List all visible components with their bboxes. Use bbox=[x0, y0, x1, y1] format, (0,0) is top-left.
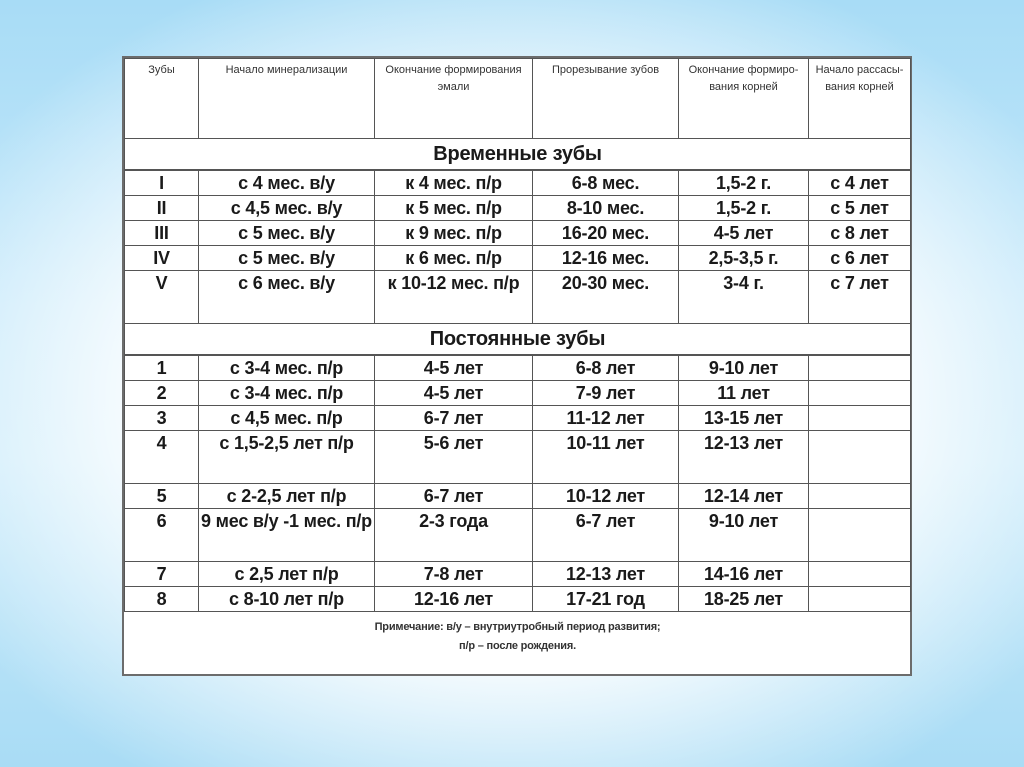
cell-root-formation: 3-4 г. bbox=[679, 271, 809, 324]
cell-tooth: 1 bbox=[125, 355, 199, 381]
table-row bbox=[125, 196, 911, 221]
cell-root-resorption bbox=[809, 509, 911, 562]
table-row bbox=[125, 271, 911, 324]
cell-tooth: 5 bbox=[125, 484, 199, 509]
note-line-2: п/р – после рождения. bbox=[459, 640, 576, 652]
cell-tooth: I bbox=[125, 170, 199, 196]
cell-enamel: к 9 мес. п/р bbox=[375, 221, 533, 246]
cell-root-resorption bbox=[809, 381, 911, 406]
table-row bbox=[125, 355, 911, 381]
cell-eruption: 12-13 лет bbox=[533, 562, 679, 587]
cell-root-formation: 9-10 лет bbox=[679, 509, 809, 562]
teeth-development-table-card bbox=[122, 56, 912, 676]
cell-enamel: 5-6 лет bbox=[375, 431, 533, 484]
cell-eruption: 16-20 мес. bbox=[533, 221, 679, 246]
cell-mineralization: с 5 мес. в/у bbox=[199, 246, 375, 271]
header-row bbox=[125, 59, 911, 139]
table-row bbox=[125, 221, 911, 246]
cell-enamel: 6-7 лет bbox=[375, 406, 533, 431]
cell-root-resorption bbox=[809, 587, 911, 612]
header-root-formation-end: Окончание формиро-вания корней bbox=[679, 59, 809, 139]
cell-eruption: 10-11 лет bbox=[533, 431, 679, 484]
cell-eruption: 6-7 лет bbox=[533, 509, 679, 562]
cell-root-formation: 12-13 лет bbox=[679, 431, 809, 484]
cell-root-resorption: с 8 лет bbox=[809, 221, 911, 246]
cell-mineralization: с 5 мес. в/у bbox=[199, 221, 375, 246]
cell-root-resorption bbox=[809, 406, 911, 431]
cell-tooth: II bbox=[125, 196, 199, 221]
cell-root-formation: 1,5-2 г. bbox=[679, 196, 809, 221]
table-row bbox=[125, 562, 911, 587]
cell-tooth: 4 bbox=[125, 431, 199, 484]
cell-mineralization: с 3-4 мес. п/р bbox=[199, 355, 375, 381]
cell-tooth: 6 bbox=[125, 509, 199, 562]
cell-eruption: 8-10 мес. bbox=[533, 196, 679, 221]
header-eruption: Прорезывание зубов bbox=[533, 59, 679, 139]
cell-eruption: 7-9 лет bbox=[533, 381, 679, 406]
cell-root-resorption: с 4 лет bbox=[809, 170, 911, 196]
cell-root-resorption bbox=[809, 484, 911, 509]
cell-enamel: 6-7 лет bbox=[375, 484, 533, 509]
teeth-development-table bbox=[124, 58, 911, 656]
cell-eruption: 6-8 мес. bbox=[533, 170, 679, 196]
cell-root-resorption: с 7 лет bbox=[809, 271, 911, 324]
cell-enamel: к 5 мес. п/р bbox=[375, 196, 533, 221]
table-row bbox=[125, 431, 911, 484]
cell-root-resorption: с 5 лет bbox=[809, 196, 911, 221]
cell-tooth: IV bbox=[125, 246, 199, 271]
cell-tooth: III bbox=[125, 221, 199, 246]
cell-mineralization: с 8-10 лет п/р bbox=[199, 587, 375, 612]
cell-enamel: 7-8 лет bbox=[375, 562, 533, 587]
cell-root-resorption: с 6 лет bbox=[809, 246, 911, 271]
table-row bbox=[125, 509, 911, 562]
cell-mineralization: с 4,5 мес. п/р bbox=[199, 406, 375, 431]
cell-root-resorption bbox=[809, 355, 911, 381]
cell-root-formation: 2,5-3,5 г. bbox=[679, 246, 809, 271]
cell-tooth: 7 bbox=[125, 562, 199, 587]
header-enamel-formation-end: Окончание формирования эмали bbox=[375, 59, 533, 139]
cell-tooth: 8 bbox=[125, 587, 199, 612]
table-row bbox=[125, 381, 911, 406]
table-note bbox=[125, 612, 911, 657]
cell-mineralization: 9 мес в/у -1 мес. п/р bbox=[199, 509, 375, 562]
note-row bbox=[125, 612, 911, 657]
cell-enamel: к 6 мес. п/р bbox=[375, 246, 533, 271]
cell-root-formation: 9-10 лет bbox=[679, 355, 809, 381]
table-row bbox=[125, 484, 911, 509]
section-row-temporary bbox=[125, 139, 911, 171]
cell-enamel: к 10-12 мес. п/р bbox=[375, 271, 533, 324]
cell-enamel: 2-3 года bbox=[375, 509, 533, 562]
cell-enamel: к 4 мес. п/р bbox=[375, 170, 533, 196]
cell-mineralization: с 4 мес. в/у bbox=[199, 170, 375, 196]
section-title-temporary: Временные зубы bbox=[125, 139, 911, 171]
cell-root-formation: 14-16 лет bbox=[679, 562, 809, 587]
cell-eruption: 17-21 год bbox=[533, 587, 679, 612]
cell-mineralization: с 2,5 лет п/р bbox=[199, 562, 375, 587]
table-row bbox=[125, 587, 911, 612]
table-row bbox=[125, 170, 911, 196]
table-row bbox=[125, 406, 911, 431]
cell-root-formation: 18-25 лет bbox=[679, 587, 809, 612]
cell-mineralization: с 1,5-2,5 лет п/р bbox=[199, 431, 375, 484]
cell-tooth: 2 bbox=[125, 381, 199, 406]
cell-enamel: 12-16 лет bbox=[375, 587, 533, 612]
cell-root-formation: 13-15 лет bbox=[679, 406, 809, 431]
cell-eruption: 11-12 лет bbox=[533, 406, 679, 431]
cell-root-formation: 11 лет bbox=[679, 381, 809, 406]
cell-enamel: 4-5 лет bbox=[375, 381, 533, 406]
header-root-resorption-start: Начало рассасы-вания корней bbox=[809, 59, 911, 139]
cell-tooth: V bbox=[125, 271, 199, 324]
header-mineralization-start: Начало минерализации bbox=[199, 59, 375, 139]
cell-enamel: 4-5 лет bbox=[375, 355, 533, 381]
table-row bbox=[125, 246, 911, 271]
cell-root-formation: 1,5-2 г. bbox=[679, 170, 809, 196]
cell-mineralization: с 4,5 мес. в/у bbox=[199, 196, 375, 221]
cell-root-resorption bbox=[809, 431, 911, 484]
note-line-1: Примечание: в/у – внутриутробный период развития; bbox=[374, 621, 661, 633]
cell-mineralization: с 6 мес. в/у bbox=[199, 271, 375, 324]
cell-mineralization: с 2-2,5 лет п/р bbox=[199, 484, 375, 509]
section-title-permanent: Постоянные зубы bbox=[125, 324, 911, 356]
cell-eruption: 20-30 мес. bbox=[533, 271, 679, 324]
cell-root-formation: 4-5 лет bbox=[679, 221, 809, 246]
cell-eruption: 10-12 лет bbox=[533, 484, 679, 509]
cell-root-formation: 12-14 лет bbox=[679, 484, 809, 509]
cell-mineralization: с 3-4 мес. п/р bbox=[199, 381, 375, 406]
header-teeth: Зубы bbox=[125, 59, 199, 139]
section-row-permanent bbox=[125, 324, 911, 356]
cell-root-resorption bbox=[809, 562, 911, 587]
cell-eruption: 12-16 мес. bbox=[533, 246, 679, 271]
cell-eruption: 6-8 лет bbox=[533, 355, 679, 381]
cell-tooth: 3 bbox=[125, 406, 199, 431]
